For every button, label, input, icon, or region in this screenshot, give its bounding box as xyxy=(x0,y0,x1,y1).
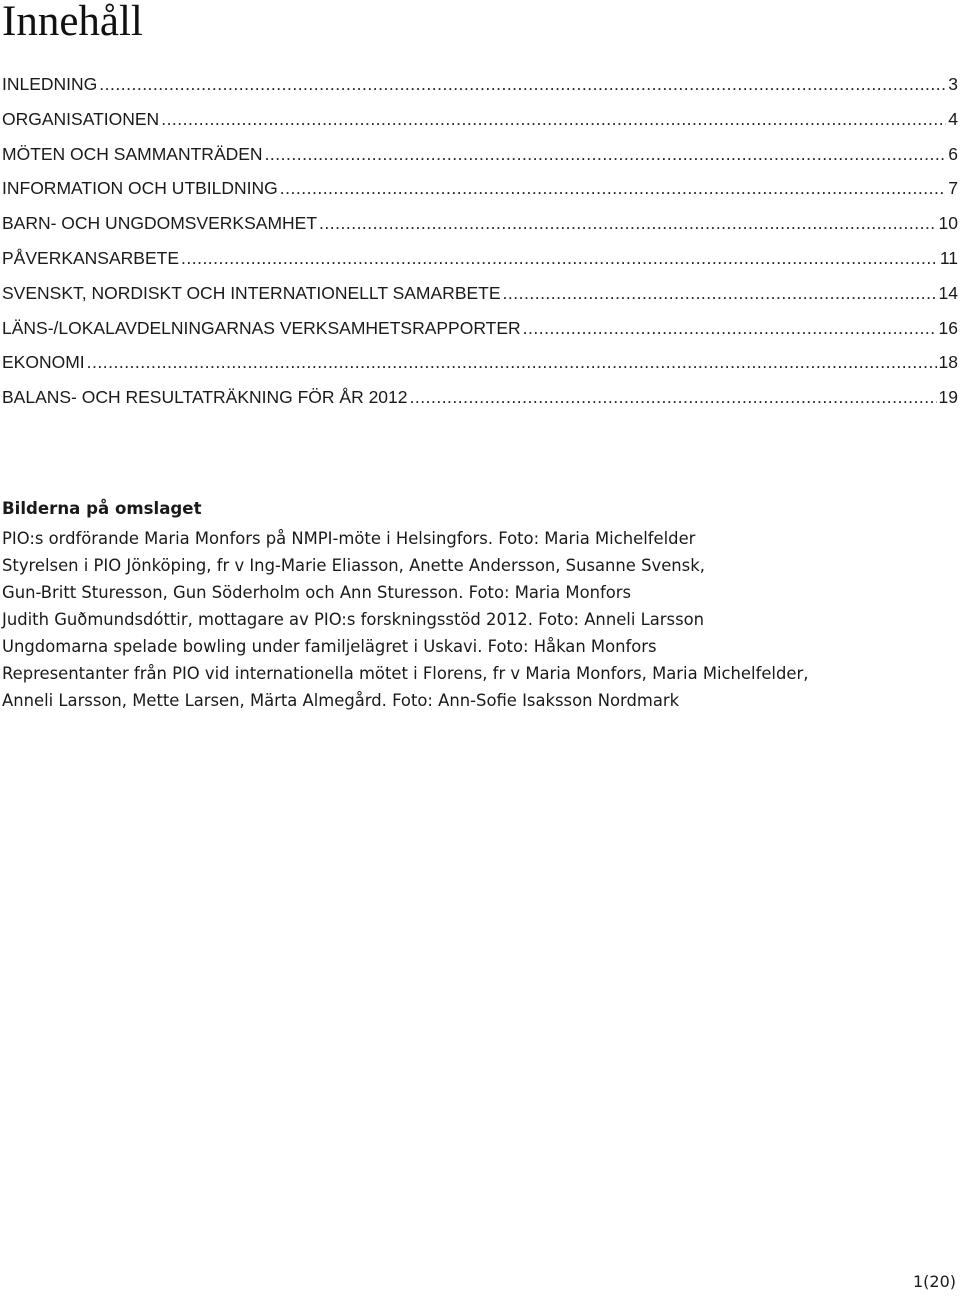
toc-entry-page: 4 xyxy=(948,108,958,129)
toc-dot-leader xyxy=(99,70,946,98)
caption-line: Gun-Britt Sturesson, Gun Söderholm och Ann Sturesson. Foto: Maria Monfors xyxy=(2,583,632,602)
cover-captions xyxy=(2,497,958,714)
toc-entry-information[interactable] xyxy=(2,174,958,209)
toc-dot-leader xyxy=(181,244,938,272)
toc-dot-leader xyxy=(280,174,946,202)
caption-line: PIO:s ordförande Maria Monfors på NMPI-möte i Helsingfors. Foto: Maria Michelfelder xyxy=(2,529,696,548)
toc-entry-title: PÅVERKANSARBETE xyxy=(2,247,179,268)
toc-dot-leader xyxy=(503,279,937,307)
toc-entry-inledning[interactable] xyxy=(2,70,958,105)
cover-captions-heading: Bilderna på omslaget xyxy=(2,499,202,518)
toc-entry-verksamhetsrapporter[interactable] xyxy=(2,314,958,349)
page-number: 1(20) xyxy=(912,1272,956,1291)
toc-dot-leader xyxy=(319,209,937,237)
toc-dot-leader xyxy=(161,105,946,133)
toc-entry-title: INLEDNING xyxy=(2,74,98,94)
toc-entry-moten[interactable] xyxy=(2,140,958,175)
toc-entry-page: 18 xyxy=(938,352,958,373)
caption-line: Judith Guðmundsdóttir, mottagare av PIO:s forskningsstöd 2012. Foto: Anneli Larsson xyxy=(2,610,705,629)
toc-entry-page: 14 xyxy=(938,282,958,303)
toc-entry-title: BARN- OCH UNGDOMSVERKSAMHET xyxy=(2,213,318,234)
caption-line: Styrelsen i PIO Jönköping, fr v Ing-Marie Eliasson, Anette Andersson, Susanne Svensk, xyxy=(2,556,705,575)
caption-line: Ungdomarna spelade bowling under familjelägret i Uskavi. Foto: Håkan Monfors xyxy=(2,637,657,656)
toc-entry-title: EKONOMI xyxy=(2,352,85,373)
toc-entry-page: 11 xyxy=(939,247,958,268)
toc-entry-page: 16 xyxy=(938,317,958,338)
toc-entry-organisationen[interactable] xyxy=(2,105,958,140)
toc-entry-title: MÖTEN OCH SAMMANTRÄDEN xyxy=(2,143,263,164)
caption-line: Anneli Larsson, Mette Larsen, Märta Almegård. Foto: Ann-Sofie Isaksson Nordmark xyxy=(2,691,680,710)
toc-entry-barn-ungdom[interactable] xyxy=(2,209,958,244)
toc-dot-leader xyxy=(265,140,947,168)
toc-entry-title: INFORMATION OCH UTBILDNING xyxy=(2,178,278,199)
toc-dot-leader xyxy=(410,383,937,411)
toc-entry-ekonomi[interactable] xyxy=(2,348,958,383)
caption-line: Representanter från PIO vid internationella mötet i Florens, fr v Maria Monfors, Maria Michelfelder, xyxy=(2,664,809,683)
page-title: Innehåll xyxy=(2,0,143,45)
toc-entry-page: 19 xyxy=(938,387,958,408)
toc-entry-title: ORGANISATIONEN xyxy=(2,108,160,129)
table-of-contents xyxy=(2,70,958,418)
toc-entry-balans-resultat[interactable] xyxy=(2,383,958,418)
toc-entry-page: 7 xyxy=(948,178,958,199)
toc-entry-page: 10 xyxy=(938,213,958,234)
toc-entry-title: BALANS- OCH RESULTATRÄKNING FÖR ÅR 2012 xyxy=(2,387,408,408)
toc-dot-leader xyxy=(87,348,937,376)
toc-entry-paverkansarbete[interactable] xyxy=(2,244,958,279)
toc-entry-page: 6 xyxy=(948,143,958,164)
toc-entry-title: SVENSKT, NORDISKT OCH INTERNATIONELLT SAMARBETE xyxy=(2,282,501,303)
toc-dot-leader xyxy=(523,314,937,342)
toc-entry-page: 3 xyxy=(948,74,958,94)
toc-entry-samarbete[interactable] xyxy=(2,279,958,314)
toc-entry-title: LÄNS-/LOKALAVDELNINGARNAS VERKSAMHETSRAPPORTER xyxy=(2,317,521,338)
